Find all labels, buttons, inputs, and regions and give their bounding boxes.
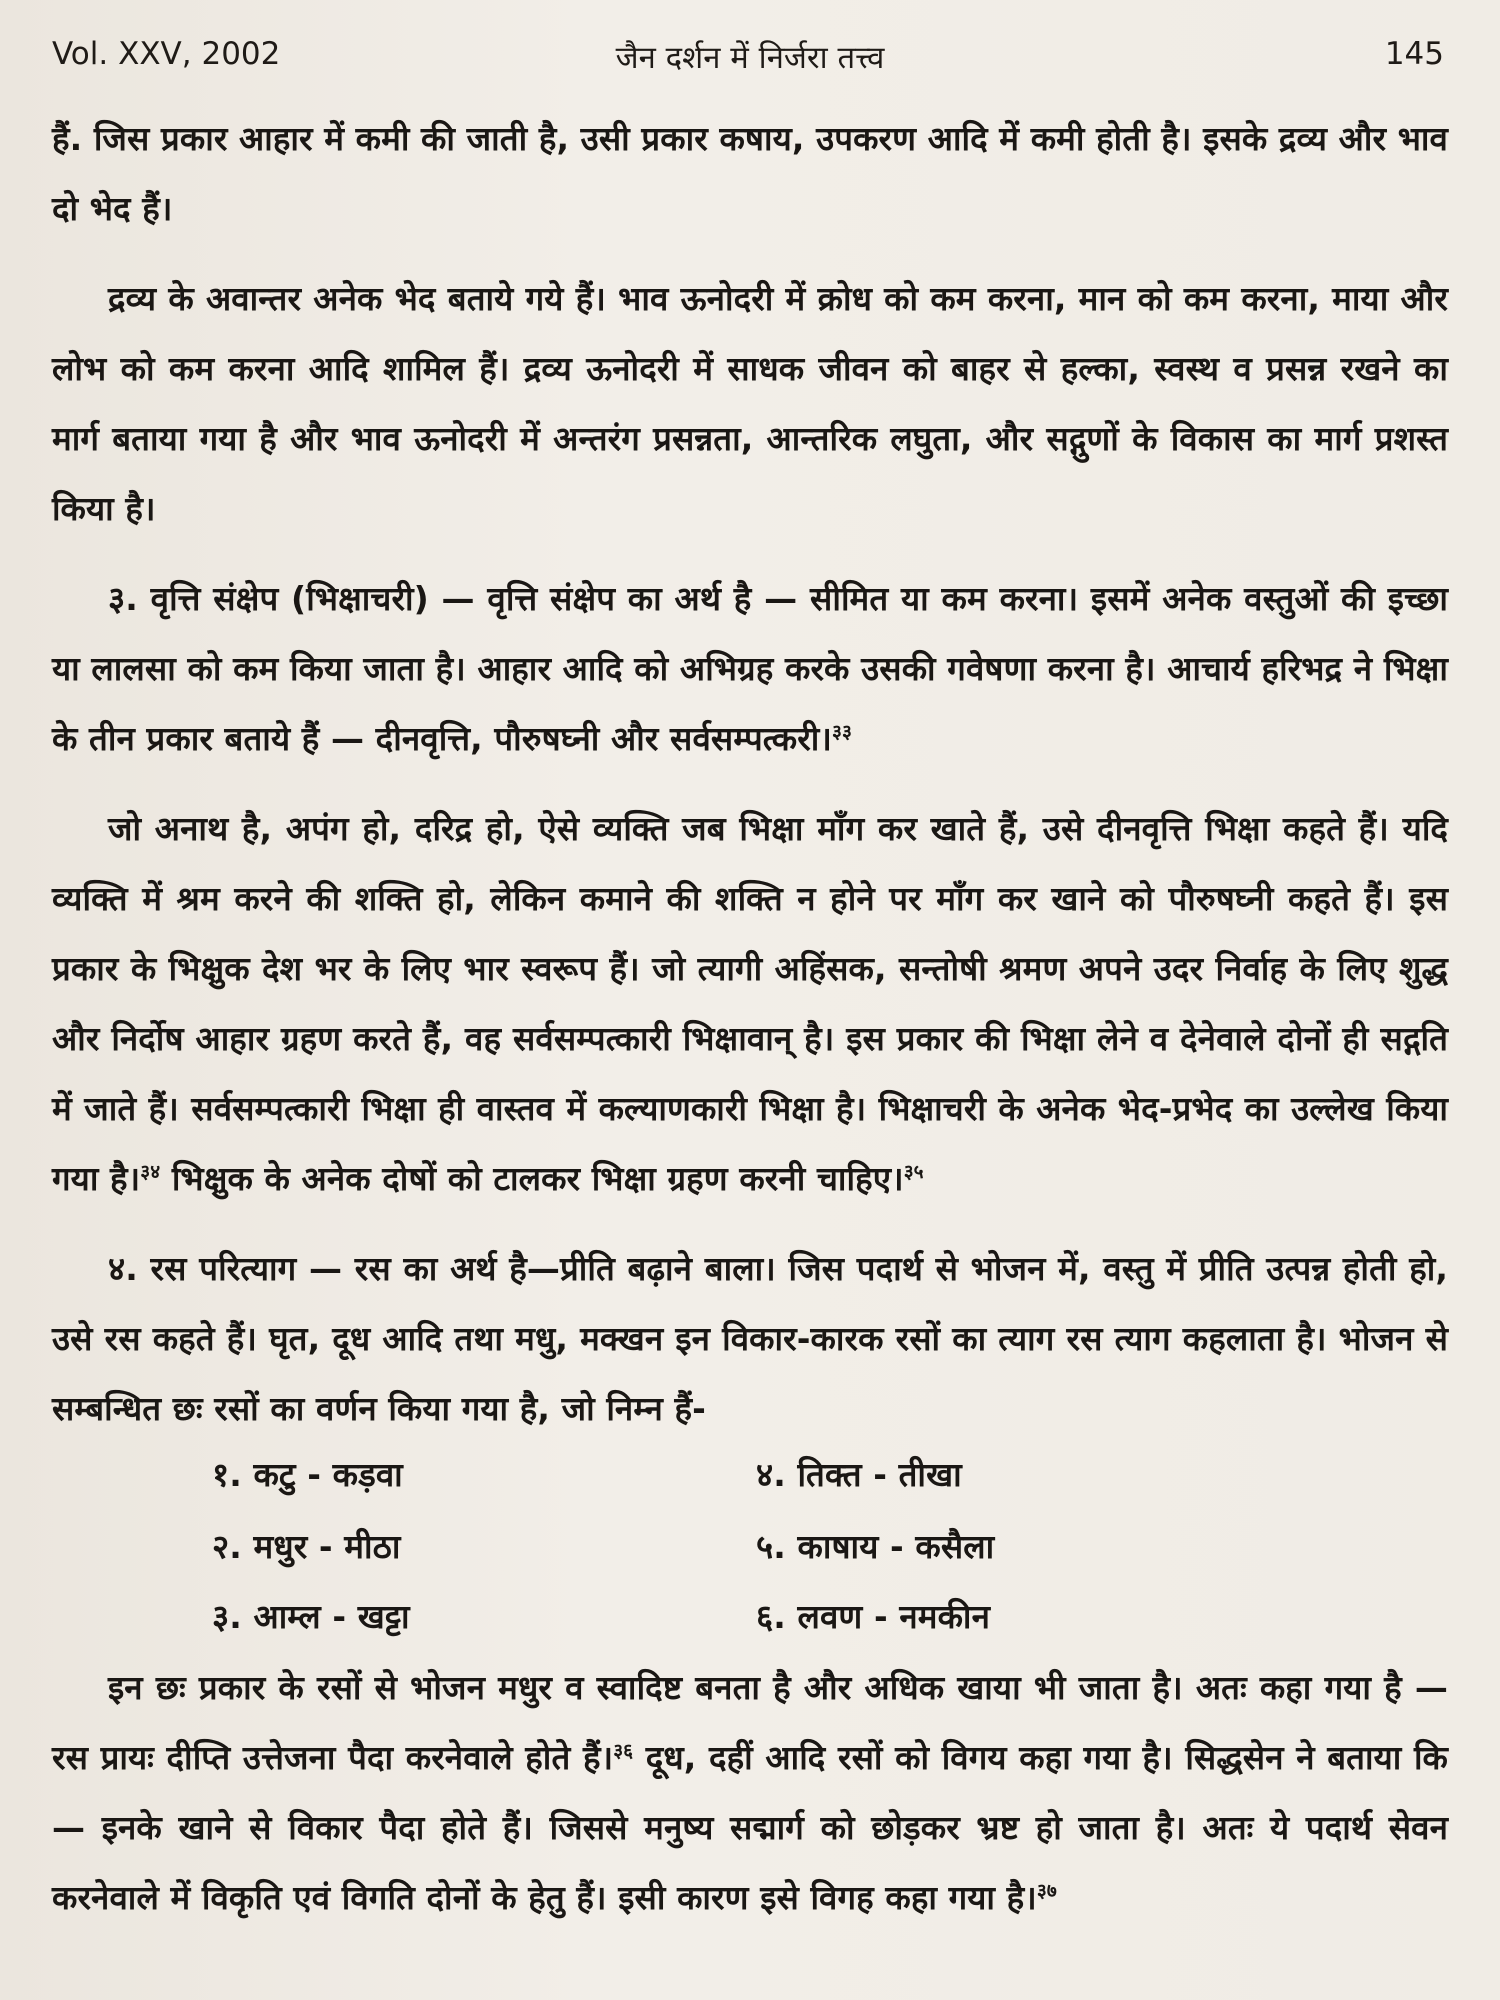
section-heading-ras: ४. रस परित्याग (108, 1249, 297, 1288)
list-item: २. मधुर - मीठा (212, 1527, 401, 1566)
footnote-ref: ३४ (140, 1161, 161, 1183)
paragraph-vritti-sankshep: ३. वृत्ति संक्षेप (भिक्षाचरी) — वृत्ति संक्षेप का अर्थ है — सीमित या कम करना। इसमें अनेक वस्तुओं की इच्छा या लालसा को कम किया जाता है। आहार आदि को अभिग्रह करके उसकी गवेषणा करना है। आचार्य हरिभद्र ने भिक्षा के तीन प्रकार बताये हैं — दीनवृत्ति, पौरुषघ्नी और सर्वसम्पत्करी।$^{३३}$ (52, 579, 1448, 758)
running-title: जैन दर्शन में निर्जरा तत्त्व (615, 40, 885, 76)
running-header (52, 30, 1448, 80)
paragraph-ras-parityag: ४. रस परित्याग — रस का अर्थ है—प्रीति बढ़ाने बाला। जिस पदार्थ से भोजन में, वस्तु में प्रीति उत्पन्न होती हो, उसे रस कहते हैं। घृत, दूध आदि तथा मधु, मक्खन इन विकार-कारक रसों का त्याग रस त्याग कहलाता है। भोजन से सम्बन्धित छः रसों का वर्णन किया गया है, जो निम्न हैं- (52, 1249, 1449, 1428)
section-heading-vritti: ३. वृत्ति संक्षेप (भिक्षाचरी) (108, 579, 429, 618)
list-item: ३. आम्ल - खट्टा (212, 1597, 410, 1636)
paragraph-bhiksha-types: जो अनाथ है, अपंग हो, दरिद्र हो, ऐसे व्यक्ति जब भिक्षा माँग कर खाते हैं, उसे दीनवृत्ति भिक्षा कहते हैं। यदि व्यक्ति में श्रम करने की शक्ति हो, लेकिन कमाने की शक्ति न होने पर माँग कर खाने को पौरुषघ्नी कहते हैं। इस प्रकार के भिक्षुक देश भर के लिए भार स्वरूप हैं। जो त्यागी अहिंसक, सन्तोषी श्रमण अपने उदर निर्वाह के लिए शुद्ध और निर्दोष आहार ग्रहण करते हैं, वह सर्वसम्पत्कारी भिक्षावान् है। इस प्रकार की भिक्षा लेने व देनेवाले दोनों ही सद्गति में जाते हैं। सर्वसम्पत्कारी भिक्षा ही वास्तव में कल्याणकारी भिक्षा है। भिक्षाचरी के अनेक भेद-प्रभेद का उल्लेख किया गया है।$^{३४}$ भिक्षुक के अनेक दोषों को टालकर भिक्षा ग्रहण करनी चाहिए।$^{३५}$ (52, 809, 1448, 1198)
paragraph-rasa-effects: इन छः प्रकार के रसों से भोजन मधुर व स्वादिष्ट बनता है और अधिक खाया भी जाता है। अतः कहा गया है — रस प्रायः दीप्ति उत्तेजना पैदा करनेवाले होते हैं।$^{३६}$ दूध, दहीं आदि रसों को विगय कहा गया है। सिद्धसेन ने बताया कि — इनके खाने से विकार पैदा होते हैं। जिससे मनुष्य सद्मार्ग को छोड़कर भ्रष्ट हो जाता है। अतः ये पदार्थ सेवन करनेवाले में विकृति एवं विगति दोनों के हेतु हैं। इसी कारण इसे विगह कहा गया है।$^{३७}$ (52, 1668, 1448, 1917)
list-item: ६. लवण - नमकीन (756, 1597, 990, 1636)
paragraph-continuation: हैं. जिस प्रकार आहार में कमी की जाती है, उसी प्रकार कषाय, उपकरण आदि में कमी होती है। इसके द्रव्य और भाव दो भेद हैं। (52, 119, 1448, 228)
list-item: ४. तिक्त - तीखा (756, 1455, 962, 1494)
footnote-ref: ३६ (613, 1740, 634, 1762)
paragraph-dravya-bhava: द्रव्य के अवान्तर अनेक भेद बताये गये हैं। भाव ऊनोदरी में क्रोध को कम करना, मान को कम करना, माया और लोभ को कम करना आदि शामिल हैं। द्रव्य ऊनोदरी में साधक जीवन को बाहर से हल्का, स्वस्थ व प्रसन्न रखने का मार्ग बताया गया है और भाव ऊनोदरी में अन्तरंग प्रसन्नता, आन्तरिक लघुता, और सद्गुणों के विकास का मार्ग प्रशस्त किया है। (52, 279, 1448, 528)
page-body (52, 104, 1448, 1933)
footnote-ref: ३५ (903, 1161, 924, 1183)
page-number: 145 (1384, 36, 1444, 72)
footnote-ref: ३७ (1036, 1880, 1057, 1902)
rasa-list (52, 1440, 1448, 1653)
footnote-ref: ३३ (832, 721, 852, 743)
list-item: १. कटु - कड़वा (212, 1455, 403, 1494)
volume-label: Vol. XXV, 2002 (52, 36, 281, 72)
list-item: ५. काषाय - कसैला (756, 1527, 995, 1566)
